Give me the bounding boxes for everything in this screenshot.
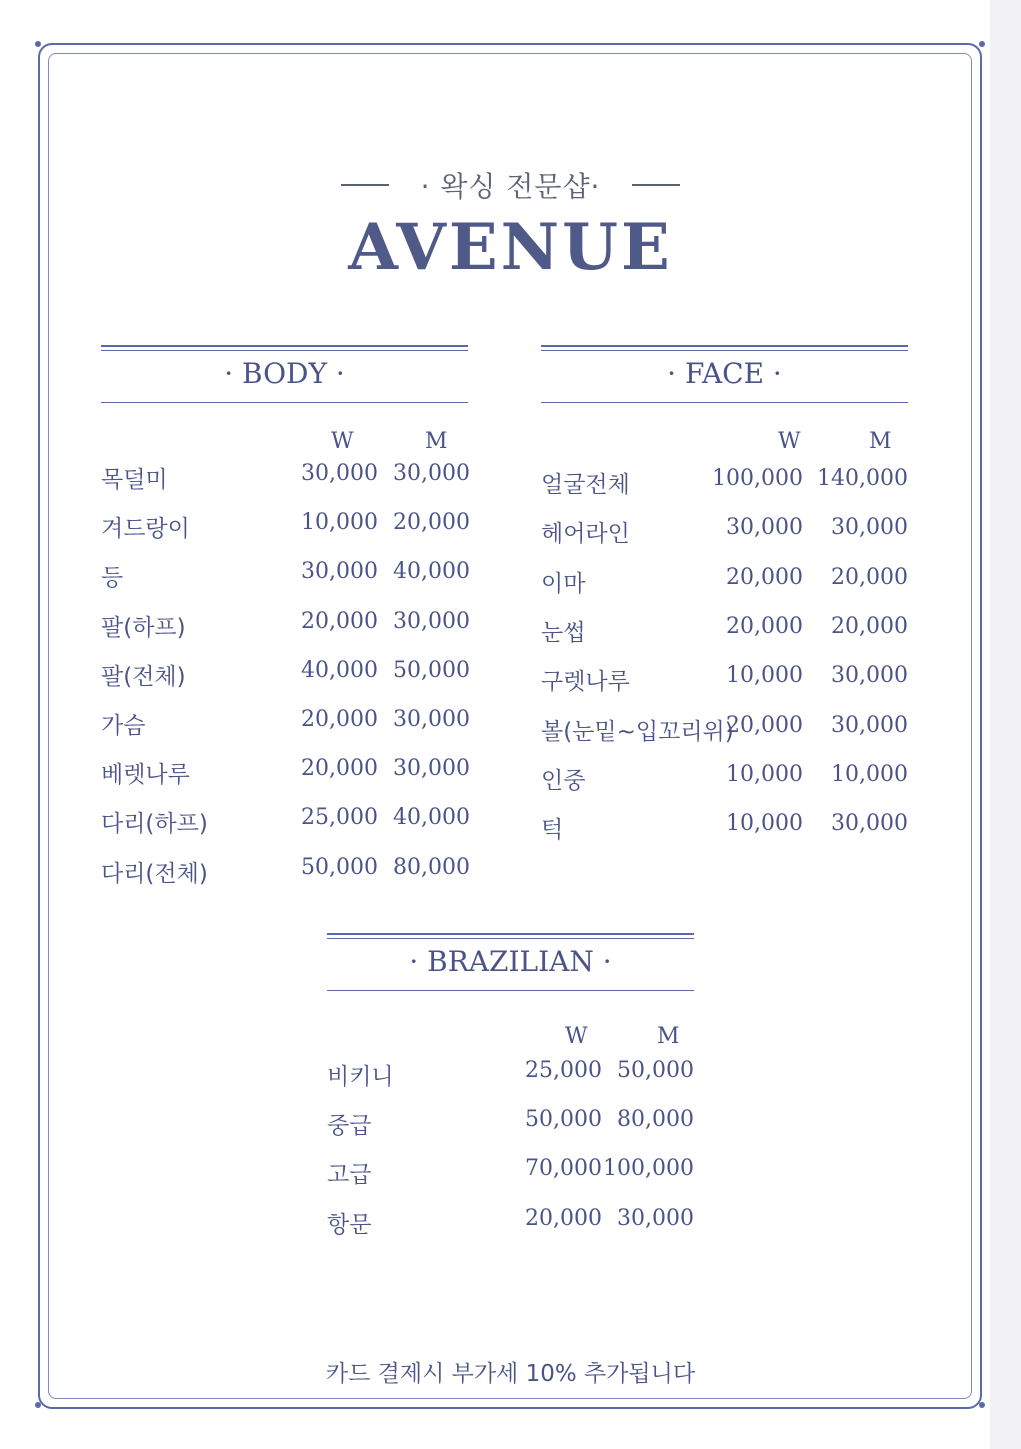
section-double-rule bbox=[327, 933, 694, 939]
price-men: 100,000 bbox=[603, 1156, 694, 1182]
section-header bbox=[327, 933, 694, 991]
price-row bbox=[101, 559, 468, 599]
shop-subtitle: · 왁싱 전문샵· bbox=[420, 170, 601, 203]
price-men: 30,000 bbox=[831, 515, 908, 541]
price-women: 10,000 bbox=[726, 811, 803, 837]
column-header-m: M bbox=[425, 429, 448, 454]
price-row bbox=[101, 707, 468, 747]
price-row bbox=[541, 811, 908, 851]
price-women: 20,000 bbox=[726, 712, 803, 738]
price-women: 10,000 bbox=[726, 761, 803, 787]
price-row bbox=[101, 609, 468, 649]
column-header-w: W bbox=[565, 1024, 588, 1049]
column-header-w: W bbox=[331, 429, 354, 454]
price-women: 20,000 bbox=[726, 613, 803, 639]
service-name: 고급 bbox=[327, 1162, 372, 1189]
body-section bbox=[101, 345, 470, 887]
price-men: 20,000 bbox=[831, 564, 908, 590]
price-women: 20,000 bbox=[525, 1205, 602, 1231]
price-men: 30,000 bbox=[393, 608, 470, 634]
price-row bbox=[541, 565, 908, 605]
price-row bbox=[541, 713, 908, 753]
service-name: 구렛나루 bbox=[541, 669, 630, 696]
price-row bbox=[541, 762, 908, 802]
price-men: 30,000 bbox=[617, 1205, 694, 1231]
column-header-m: M bbox=[869, 429, 892, 454]
section-rule bbox=[101, 402, 468, 403]
price-women: 30,000 bbox=[301, 559, 378, 585]
price-men: 50,000 bbox=[617, 1058, 694, 1083]
price-men: 40,000 bbox=[393, 559, 470, 585]
brand-title: AVENUE bbox=[348, 210, 673, 285]
corner-dot bbox=[979, 41, 985, 47]
service-name: 헤어라인 bbox=[541, 521, 630, 548]
price-men: 140,000 bbox=[817, 466, 908, 491]
price-men: 50,000 bbox=[393, 657, 470, 683]
price-women: 50,000 bbox=[301, 854, 378, 880]
service-name: 팔(전체) bbox=[101, 663, 186, 690]
service-name: 얼굴전체 bbox=[541, 472, 630, 498]
service-name: 다리(하프) bbox=[101, 811, 208, 838]
price-men: 30,000 bbox=[393, 461, 470, 486]
section-title: · BODY · bbox=[224, 357, 345, 390]
price-row bbox=[541, 466, 908, 506]
service-name: 팔(하프) bbox=[101, 614, 186, 641]
price-men: 20,000 bbox=[393, 510, 470, 536]
price-women: 20,000 bbox=[301, 707, 378, 732]
price-row bbox=[327, 1156, 694, 1196]
price-men: 30,000 bbox=[831, 663, 908, 689]
price-women: 30,000 bbox=[726, 515, 803, 541]
footer-note: 카드 결제시 부가세 10% 추가됩니다 bbox=[325, 1361, 696, 1387]
price-women: 30,000 bbox=[301, 461, 378, 486]
service-name: 베렛나루 bbox=[101, 762, 190, 789]
section-title: · BRAZILIAN · bbox=[409, 945, 612, 978]
section-header bbox=[541, 345, 908, 403]
service-name: 다리(전체) bbox=[101, 860, 208, 887]
service-name: 이마 bbox=[541, 570, 586, 597]
price-women: 20,000 bbox=[301, 756, 378, 782]
price-row bbox=[541, 614, 908, 654]
section-rule bbox=[327, 990, 694, 991]
section-double-rule bbox=[101, 345, 468, 351]
price-women: 10,000 bbox=[301, 510, 378, 536]
price-men: 30,000 bbox=[831, 811, 908, 837]
subtitle-dash-left bbox=[341, 184, 389, 186]
service-name: 턱 bbox=[541, 817, 564, 844]
subtitle-dash-right bbox=[632, 184, 680, 186]
column-header-w: W bbox=[778, 429, 801, 454]
price-men: 40,000 bbox=[393, 805, 470, 831]
price-women: 20,000 bbox=[726, 564, 803, 590]
face-section bbox=[541, 345, 908, 844]
price-row bbox=[541, 663, 908, 703]
service-name: 등 bbox=[101, 565, 124, 592]
service-name: 인중 bbox=[541, 767, 586, 794]
price-men: 30,000 bbox=[393, 707, 470, 732]
service-name: 항문 bbox=[327, 1211, 372, 1238]
corner-dot bbox=[979, 1402, 985, 1408]
price-men: 80,000 bbox=[617, 1107, 694, 1133]
price-men: 30,000 bbox=[393, 756, 470, 782]
section-rule bbox=[541, 402, 908, 403]
price-women: 100,000 bbox=[712, 466, 803, 491]
corner-dot bbox=[35, 41, 41, 47]
price-row bbox=[541, 515, 908, 555]
price-row bbox=[101, 855, 468, 895]
section-double-rule bbox=[541, 345, 908, 351]
price-row bbox=[327, 1206, 694, 1246]
price-men: 80,000 bbox=[393, 854, 470, 880]
service-name: 겨드랑이 bbox=[101, 516, 190, 543]
price-women: 10,000 bbox=[726, 663, 803, 689]
column-header-m: M bbox=[657, 1024, 680, 1049]
price-row bbox=[101, 805, 468, 845]
service-name: 비키니 bbox=[327, 1064, 394, 1090]
service-name: 볼(눈밑~입꼬리위) bbox=[541, 718, 734, 745]
price-row bbox=[101, 658, 468, 698]
brazilian-section bbox=[327, 933, 694, 1238]
price-row bbox=[327, 1058, 694, 1098]
price-row bbox=[101, 461, 468, 501]
price-women: 40,000 bbox=[301, 657, 378, 683]
service-name: 가슴 bbox=[101, 713, 146, 739]
subtitle-row bbox=[0, 165, 1021, 205]
corner-dot bbox=[35, 1402, 41, 1408]
price-women: 25,000 bbox=[525, 1058, 602, 1083]
service-name: 눈썹 bbox=[541, 619, 586, 646]
price-row bbox=[101, 756, 468, 796]
price-women: 50,000 bbox=[525, 1107, 602, 1133]
price-women: 70,000 bbox=[525, 1156, 602, 1182]
price-row bbox=[101, 510, 468, 550]
price-men: 30,000 bbox=[831, 712, 908, 738]
service-name: 중급 bbox=[327, 1113, 372, 1140]
price-men: 20,000 bbox=[831, 613, 908, 639]
price-row bbox=[327, 1107, 694, 1147]
section-title: · FACE · bbox=[667, 357, 782, 390]
service-name: 목덜미 bbox=[101, 467, 168, 493]
price-women: 25,000 bbox=[301, 805, 378, 831]
price-women: 20,000 bbox=[301, 608, 378, 634]
section-header bbox=[101, 345, 468, 403]
price-men: 10,000 bbox=[831, 761, 908, 787]
